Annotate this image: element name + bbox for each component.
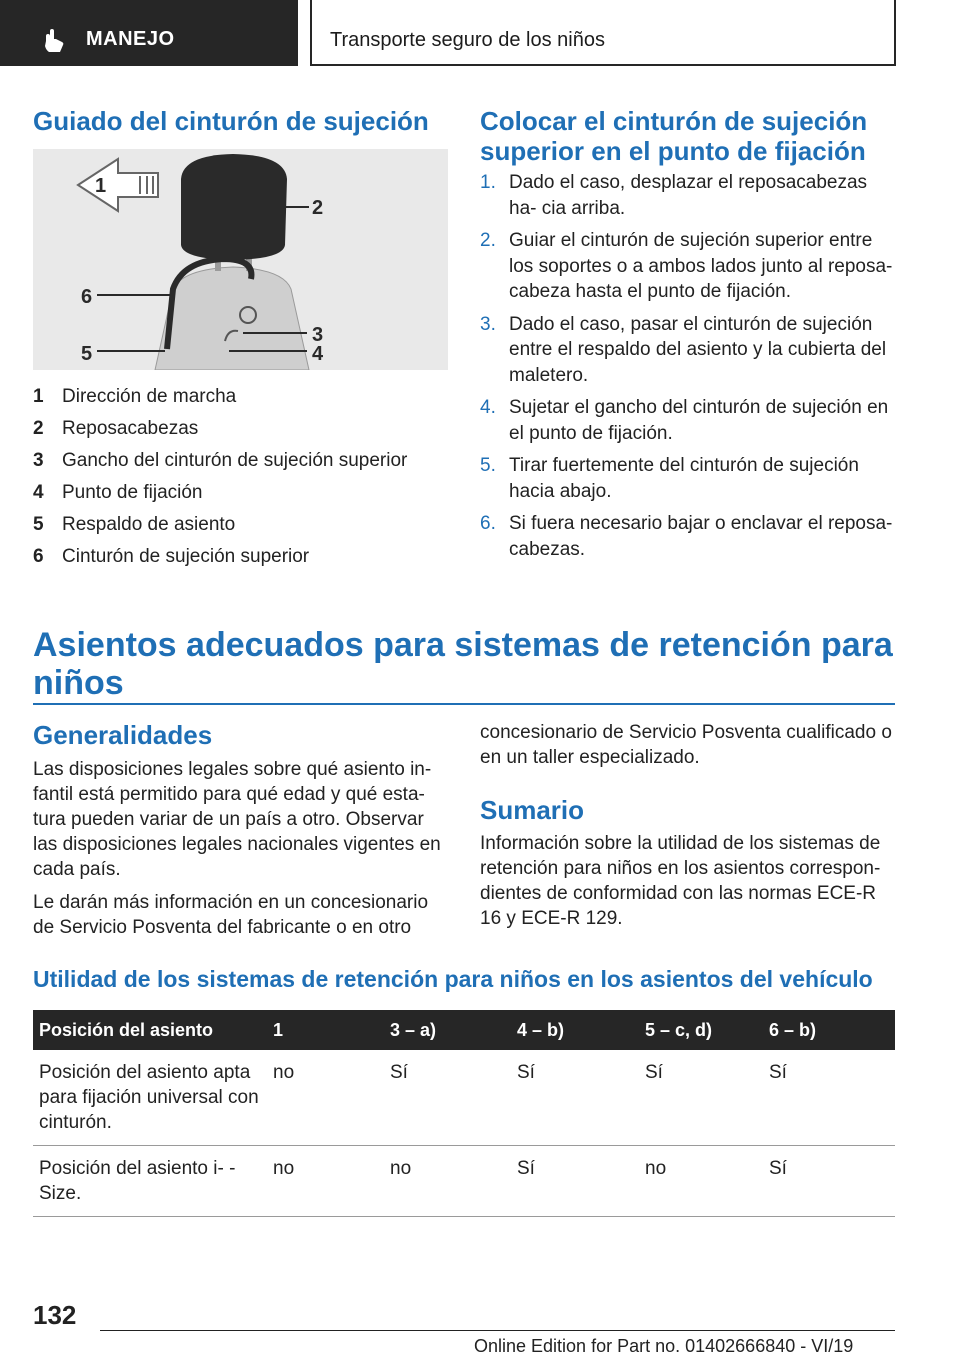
step-number: 1. — [480, 172, 496, 193]
legend-item — [33, 541, 448, 573]
step-number: 3. — [480, 313, 496, 335]
table-row — [33, 1050, 895, 1146]
edition-note: Online Edition for Part no. 01402666840 - VI/19 — [474, 1336, 854, 1356]
column-header: 5 – c, d) — [639, 1010, 763, 1050]
page-header — [0, 0, 960, 66]
legend-text: Respaldo de asiento — [62, 514, 236, 535]
table-cell: Sí — [511, 1050, 639, 1146]
step-item — [480, 228, 895, 305]
section-title: MANEJO — [86, 28, 175, 50]
step-number: 5. — [480, 455, 496, 476]
step-text: Sujetar el gancho del cinturón de sujeción en el punto de fijación. — [509, 397, 889, 444]
table-cell: Posición del asiento i- -Size. — [33, 1146, 267, 1217]
table-cell: no — [267, 1050, 384, 1146]
legend-item — [33, 509, 448, 541]
section-tab — [0, 0, 298, 66]
step-number: 2. — [480, 230, 496, 251]
figure-legend — [33, 381, 448, 573]
legend-item — [33, 381, 448, 413]
attach-heading: Colocar el cinturón de sujeción superior en el punto de fijación — [480, 106, 868, 166]
hand-icon — [40, 27, 68, 55]
seats-heading: Asientos adecuados para sistemas de retención para niños — [33, 626, 893, 702]
legend-number: 5 — [33, 514, 44, 535]
legend-number: 6 — [33, 546, 44, 567]
legend-text: Punto de fijación — [62, 482, 203, 503]
step-item — [480, 511, 895, 562]
column-header: 6 – b) — [763, 1010, 895, 1050]
figure-label-3: 3 — [312, 324, 324, 346]
column-header: Posición del asiento — [33, 1010, 267, 1050]
step-text: Guiar el cinturón de sujeción superior entre los soportes o a ambos lados junto al reposa- cabeza hasta el punto de fijación. — [509, 230, 893, 302]
legend-text: Cinturón de sujeción superior — [62, 546, 310, 567]
column-header: 3 – a) — [384, 1010, 511, 1050]
step-number: 4. — [480, 397, 496, 418]
legend-number: 2 — [33, 418, 44, 439]
legend-text: Gancho del cinturón de sujeción superior — [62, 450, 408, 471]
table-cell: Sí — [763, 1050, 895, 1146]
table-cell: Sí — [511, 1146, 639, 1217]
table-cell: Sí — [763, 1146, 895, 1217]
legend-item — [33, 413, 448, 445]
table-row — [33, 1146, 895, 1217]
summary-paragraph: Información sobre la utilidad de los sistemas de retención para niños en los asientos correspon- dientes de conformidad con las normas ECE-R 16 y ECE-R 129. — [480, 833, 881, 929]
table-cell: no — [384, 1146, 511, 1217]
headrest-figure — [33, 149, 448, 370]
step-item — [480, 453, 895, 504]
step-text: Dado el caso, pasar el cinturón de sujeción entre el respaldo del asiento y la cubierta del maletero. — [509, 313, 887, 386]
legend-number: 3 — [33, 450, 44, 471]
attach-steps — [480, 170, 895, 569]
legend-number: 1 — [33, 386, 44, 407]
step-text: Si fuera necesario bajar o enclavar el reposa- cabezas. — [509, 513, 893, 560]
chapter-box — [310, 0, 896, 66]
step-number: 6. — [480, 513, 496, 534]
section-divider — [33, 703, 895, 705]
legend-text: Reposacabezas — [62, 418, 199, 439]
column-header: 1 — [267, 1010, 384, 1050]
table-cell: Posición del asiento apta para fijación universal con cinturón. — [33, 1050, 267, 1146]
legend-item — [33, 445, 448, 477]
figure-label-5: 5 — [81, 343, 93, 365]
figure-label-1: 1 — [95, 175, 107, 197]
figure-label-4: 4 — [312, 343, 324, 365]
general-paragraph-2: Le darán más información en un concesionario de Servicio Posventa del fabricante o en otro — [33, 892, 429, 938]
column-header: 4 – b) — [511, 1010, 639, 1050]
table-cell: no — [639, 1146, 763, 1217]
table-cell: Sí — [384, 1050, 511, 1146]
table-header-row — [33, 1010, 895, 1050]
legend-text: Dirección de marcha — [62, 386, 237, 407]
step-item — [480, 395, 895, 446]
page-number: 132 — [33, 1300, 77, 1330]
step-text: Dado el caso, desplazar el reposacabezas ha- cia arriba. — [509, 172, 868, 219]
table-cell: Sí — [639, 1050, 763, 1146]
general-heading: Generalidades — [33, 720, 213, 750]
headrest-illustration — [33, 149, 448, 370]
step-text: Tirar fuertemente del cinturón de sujeción hacia abajo. — [509, 455, 859, 502]
legend-item — [33, 477, 448, 509]
table-cell: no — [267, 1146, 384, 1217]
step-item — [480, 312, 895, 389]
table-heading: Utilidad de los sistemas de retención para niños en los asientos del vehículo — [33, 966, 873, 992]
guide-heading: Guiado del cinturón de sujeción — [33, 106, 429, 136]
general-paragraph-1: Las disposiciones legales sobre qué asiento in- fantil está permitido para qué edad y qué esta- tura pueden variar de un país a otro. Observar las disposiciones legales nacionales vigentes en cada país. — [33, 759, 441, 880]
seat-suitability-table — [33, 1010, 895, 1217]
legend-number: 4 — [33, 482, 44, 503]
chapter-title: Transporte seguro de los niños — [330, 29, 605, 51]
figure-label-2: 2 — [312, 197, 324, 219]
figure-label-6: 6 — [81, 286, 93, 308]
general-paragraph-2-continued: concesionario de Servicio Posventa cualificado o en un taller especializado. — [480, 722, 892, 768]
summary-heading: Sumario — [480, 795, 585, 825]
step-item — [480, 170, 895, 221]
footer-divider — [100, 1330, 895, 1331]
